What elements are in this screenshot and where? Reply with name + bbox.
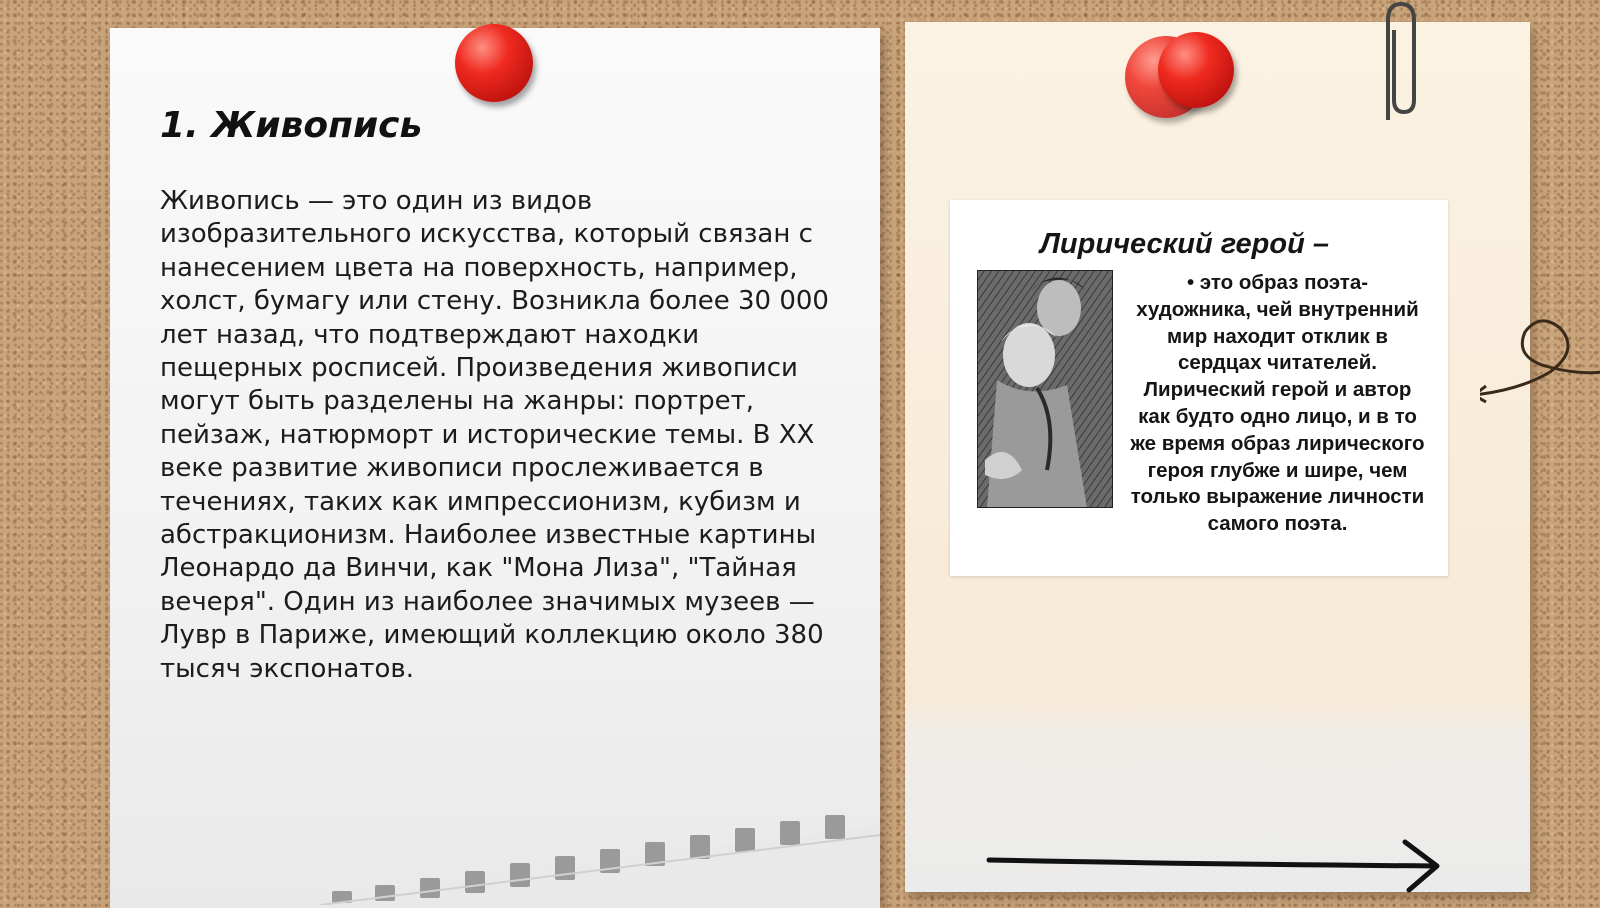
arrow-right-icon <box>985 838 1447 894</box>
pushpin-icon <box>1158 32 1234 108</box>
paperclip-icon <box>1374 0 1420 128</box>
pushpin-icon <box>455 24 533 102</box>
torn-tape-strip <box>320 805 880 905</box>
illustration-portrait-couple <box>977 270 1113 508</box>
card-title: Лирический герой – <box>1040 228 1329 260</box>
definition-text: • это образ поэта-художника, чей внутренний мир находит отклик в сердцах читателей. Лирический герой и автор как будто одно лицо, и в то же время образ лирического героя глубже и шире, чем только выражение личности самого поэта. <box>1130 271 1425 536</box>
curl-arrow-doodle-icon <box>1480 310 1600 410</box>
description-text: Живопись — это один из видов изобразительного искусства, который связан с нанесением цвета на поверхность, например, холст, бумагу или стену. Возникла более 30 000 лет назад, что подтверждают находки пещерных росписей. Произведения живописи могут быть разделены на жанры: портрет, пейзаж, натюрморт и исторические темы. В XX веке развитие живописи прослеживается в течениях, таких как импрессионизм, кубизм и абстракционизм. Наиболее известные картины Леонардо да Винчи, как "Мона Лиза", "Тайная вечеря". Один из наиболее значимых музеев — Лувр в Париже, имеющий коллекцию около 380 тысяч экспонатов. <box>160 186 829 684</box>
section-title: 1. Живопись <box>160 105 423 146</box>
